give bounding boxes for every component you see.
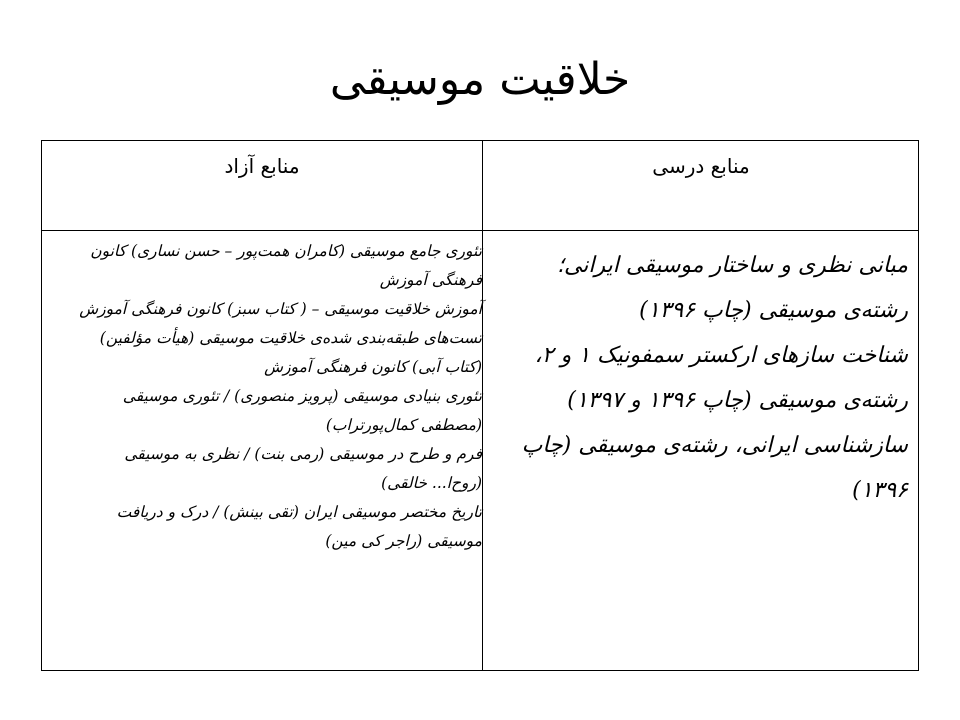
- free-resources-list: [72, 237, 482, 556]
- textbook-resource-item: سازشناسی ایرانی، رشته‌ی موسیقی (چاپ ۱۳۹۶): [521, 433, 908, 503]
- textbook-resources-list: [508, 243, 908, 513]
- free-resource-item: آموزش خلاقیت موسیقی – ( کتاب سبز) کانون فرهنگی آموزش: [79, 300, 482, 318]
- textbook-resource-item: شناخت سازهای ارکستر سمفونیک ۱ و ۲، رشته‌ی موسیقی (چاپ ۱۳۹۶ و ۱۳۹۷): [534, 343, 908, 413]
- free-resource-item: تست‌های طبقه‌بندی شده‌ی خلاقیت موسیقی (هیأت مؤلفین) (کتاب آبی) کانون فرهنگی آموزش: [99, 329, 482, 376]
- resources-table: [41, 140, 919, 671]
- free-resource-item: تاریخ مختصر موسیقی ایران (تقی بینش) / درک و دریافت موسیقی (راجر کی مین): [116, 503, 482, 550]
- textbook-resource-item: مبانی نظری و ساختار موسیقی ایرانی؛ رشته‌ی موسیقی (چاپ ۱۳۹۶): [556, 253, 908, 323]
- slide-title: خلاقیت موسیقی: [329, 54, 631, 105]
- header-textbook-resources: منابع درسی: [652, 154, 750, 178]
- header-divider: [42, 230, 918, 231]
- free-resource-item: فرم و طرح در موسیقی (رمی بنت) / نظری به موسیقی (روح‌ا... خالقی): [124, 445, 482, 492]
- free-resource-item: تئوری بنیادی موسیقی (پرویز منصوری) / تئوری موسیقی (مصطفی کمال‌پورتراب): [122, 387, 482, 434]
- header-free-resources: منابع آزاد: [224, 154, 300, 178]
- free-resource-item: تئوری جامع موسیقی (کامران همت‌پور – حسن نساری) کانون فرهنگی آموزش: [90, 242, 482, 289]
- column-divider: [482, 141, 483, 670]
